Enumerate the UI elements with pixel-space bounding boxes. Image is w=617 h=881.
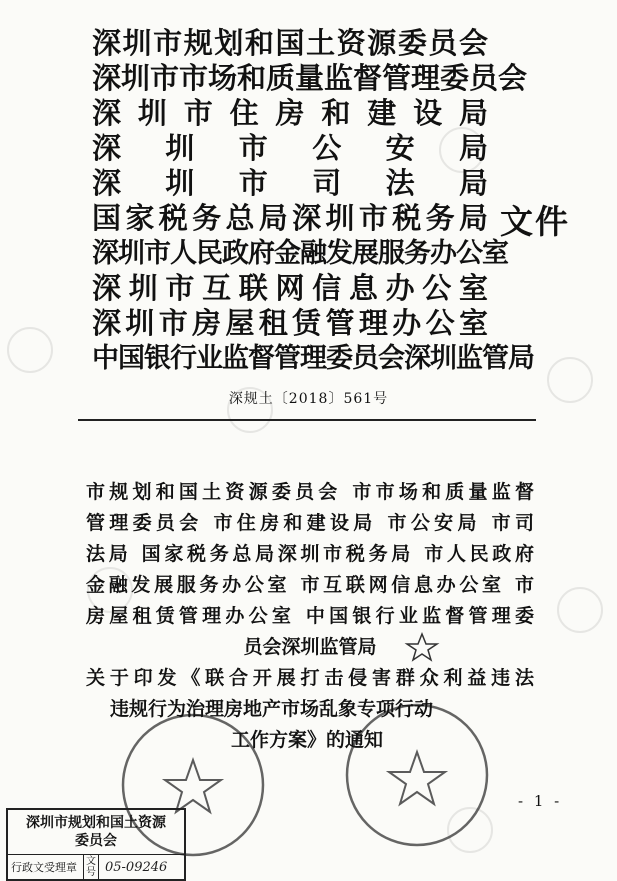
receipt-label: 行政文受理章 — [8, 855, 84, 879]
body-line: 房屋租赁管理办公室 中国银行业监督管理委 — [86, 605, 534, 627]
issuer-line: 深圳市互联网信息办公室 — [92, 271, 488, 305]
issuer-line: 深圳市房屋租赁管理办公室 — [92, 306, 488, 340]
issuer-line: 深圳市市场和质量监督管理委员会 — [92, 61, 528, 95]
receipt-org-line: 深圳市规划和国土资源 — [26, 815, 166, 831]
receipt-org-line: 委员会 — [75, 833, 117, 849]
issuer-line: 深圳市规划和国土资源委员会 — [92, 26, 488, 60]
issuer-line: 国家税务总局深圳市税务局 — [92, 201, 488, 235]
notice-title-line: 违规行为治理房地产市场乱象专项行动 — [110, 698, 434, 720]
document-number: 深规土〔2018〕561号 — [228, 391, 389, 407]
issuer-line: 深圳市司法局 — [92, 166, 488, 200]
body-line: 金融发展服务办公室 市互联网信息办公室 市 — [86, 574, 534, 596]
body-line: 市规划和国土资源委员会 市市场和质量监督 — [86, 481, 534, 503]
document-suffix: 文件 — [500, 202, 570, 241]
page-number: - 1 - — [518, 792, 563, 810]
notice-title-line: 工作方案》的通知 — [231, 729, 384, 751]
body-line: 员会深圳监管局 — [243, 636, 377, 658]
notice-title-line: 关于印发《联合开展打击侵害群众利益违法 — [86, 667, 534, 689]
receipt-label-short: 文号 — [84, 855, 99, 879]
receipt-number: 05-09246 — [105, 859, 168, 875]
issuer-list — [92, 26, 534, 376]
body-line: 法局 国家税务总局深圳市税务局 市人民政府 — [86, 543, 534, 565]
issuer-line: 深圳市公安局 — [92, 131, 488, 165]
receipt-row — [8, 854, 184, 879]
issuer-line: 深圳市人民政府金融发展服务办公室 — [92, 238, 508, 269]
body-line: 管理委员会 市住房和建设局 市公安局 市司 — [86, 512, 534, 534]
issuer-line: 深圳市住房和建设局 — [92, 96, 488, 130]
receipt-stamp — [6, 808, 186, 881]
issuer-line: 中国银行业监督管理委员会深圳监管局 — [92, 343, 534, 374]
notice-body — [86, 477, 534, 756]
red-header-rule — [78, 419, 536, 421]
